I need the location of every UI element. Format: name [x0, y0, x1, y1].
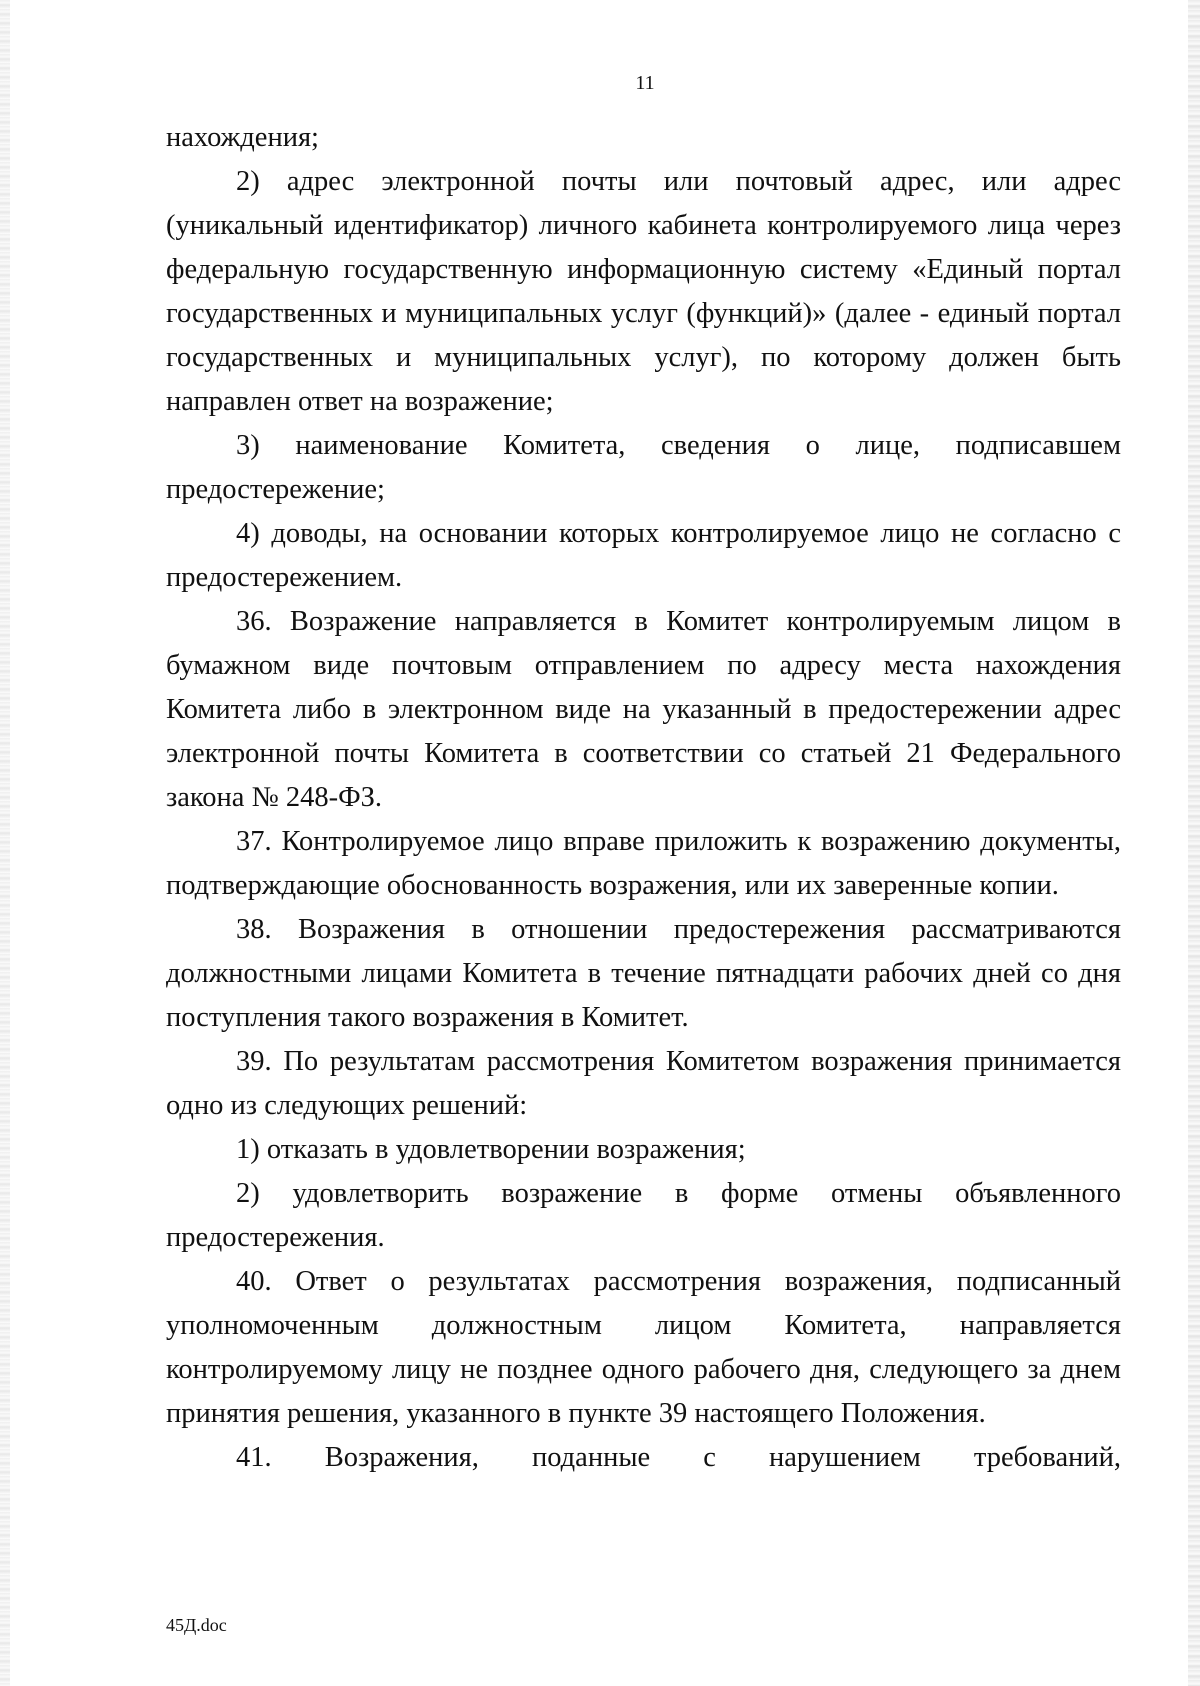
paragraph: 39. По результатам рассмотрения Комитетом возражения принимается одно из следующих решений: — [166, 1046, 1121, 1121]
paragraph: 1) отказать в удовлетворении возражения; — [236, 1134, 746, 1165]
paragraph: нахождения; — [166, 122, 319, 153]
paragraph: 36. Возражение направляется в Комитет контролируемым лицом в бумажном виде почтовым отправлением по адресу места нахождения Комитета либо в электронном виде на указанный в предостережении адрес электронной почты Комитета в соответствии со статьей 21 Федерального закона № 248-ФЗ. — [166, 606, 1121, 813]
scan-edge-right — [1188, 0, 1200, 1686]
paragraph: 37. Контролируемое лицо вправе приложить к возражению документы, подтверждающие обоснованность возражения, или их заверенные копии. — [166, 826, 1121, 901]
paragraph: 38. Возражения в отношении предостережения рассматриваются должностными лицами Комитета в течение пятнадцати рабочих дней со дня поступления такого возражения в Комитет. — [166, 914, 1121, 1033]
footer-filename: 45Д.doc — [166, 1615, 227, 1635]
paragraph: 2) адрес электронной почты или почтовый адрес, или адрес (уникальный идентификатор) личного кабинета контролируемого лица через федеральную государственную информационную систему «Единый портал государственных и муниципальных услуг (функций)» (далее - единый портал государственных и муниципальных услуг), по которому должен быть направлен ответ на возражение; — [166, 166, 1121, 417]
paragraph: 41. Возражения, поданные с нарушением требований, — [236, 1442, 1121, 1473]
paragraph: 3) наименование Комитета, сведения о лице, подписавшем предостережение; — [166, 430, 1121, 505]
paragraph: 2) удовлетворить возражение в форме отмены объявленного предостережения. — [166, 1178, 1121, 1253]
paragraph: 40. Ответ о результатах рассмотрения возражения, подписанный уполномоченным должностным лицом Комитета, направляется контролируемому лицу не позднее одного рабочего дня, следующего за днем принятия решения, указанного в пункте 39 настоящего Положения. — [166, 1266, 1121, 1429]
page-number: 11 — [635, 72, 655, 94]
scan-edge-left — [0, 0, 10, 1686]
paragraph: 4) доводы, на основании которых контролируемое лицо не согласно с предостережением. — [166, 518, 1121, 593]
document-body — [166, 116, 1121, 1480]
